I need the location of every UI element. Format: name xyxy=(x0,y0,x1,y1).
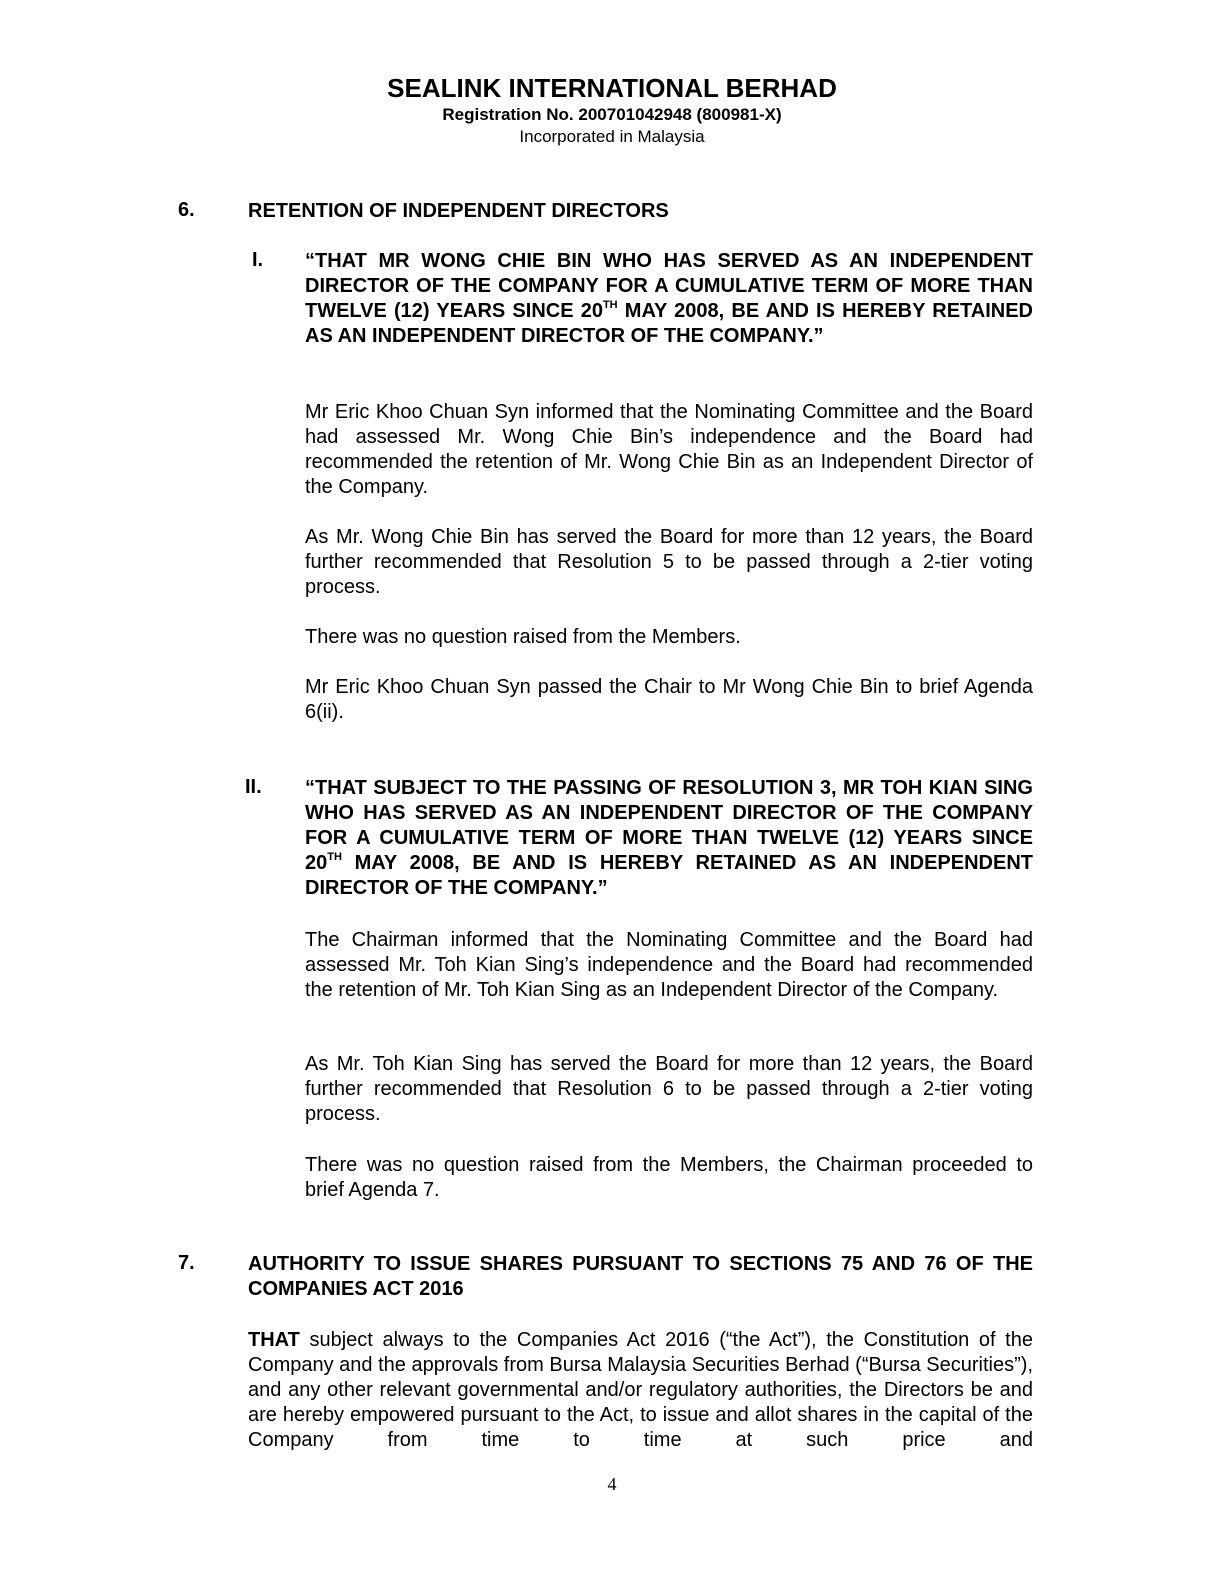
item-2-resolution xyxy=(305,776,1033,901)
section-7-lead: THAT xyxy=(248,1329,300,1351)
incorporation-note: Incorporated in Malaysia xyxy=(519,127,705,146)
item-1-resolution-text-b: MAY 2008, BE AND IS HEREBY RETAINED AS AN INDEPENDENT DIRECTOR OF THE COMPANY.” xyxy=(305,300,1033,347)
item-2-resolution-text-b: MAY 2008, BE AND IS HEREBY RETAINED AS AN INDEPENDENT DIRECTOR OF THE COMPANY.” xyxy=(305,852,1033,899)
section-7-title: AUTHORITY TO ISSUE SHARES PURSUANT TO SECTIONS 75 AND 76 OF THE COMPANIES ACT 2016 xyxy=(248,1253,1033,1300)
letterhead xyxy=(38,72,1186,148)
item-1-paragraph-2: As Mr. Wong Chie Bin has served the Board for more than 12 years, the Board further recommended that Resolution 5 to be passed through a 2-tier voting process. xyxy=(305,526,1033,598)
item-2-paragraph-1: The Chairman informed that the Nominating Committee and the Board had assessed Mr. Toh Kian Sing’s independence and the Board had recommended the retention of Mr. Toh Kian Sing as an Independent Director of the Company. xyxy=(305,929,1033,1001)
item-2-resolution-text-a: “THAT SUBJECT TO THE PASSING OF RESOLUTION 3, MR TOH KIAN SING WHO HAS SERVED AS AN INDEPENDENT DIRECTOR OF THE COMPANY FOR A CUMULATIVE TERM OF MORE THAN TWELVE (12) YEARS SINCE 20 xyxy=(305,777,1033,874)
item-1-paragraph-1: Mr Eric Khoo Chuan Syn informed that the Nominating Committee and the Board had assessed Mr. Wong Chie Bin’s independence and the Board had recommended the retention of Mr. Wong Chie Bin as an Independent Director of the Company. xyxy=(305,401,1033,498)
item-1-resolution xyxy=(305,249,1033,349)
item-2-paragraph-2: As Mr. Toh Kian Sing has served the Board for more than 12 years, the Board further recommended that Resolution 6 to be passed through a 2-tier voting process. xyxy=(305,1053,1033,1125)
item-2-paragraph-3: There was no question raised from the Members, the Chairman proceeded to brief Agenda 7. xyxy=(305,1154,1033,1201)
registration-number: Registration No. 200701042948 (800981-X) xyxy=(442,105,782,124)
company-name: SEALINK INTERNATIONAL BERHAD xyxy=(387,73,837,103)
section-7-number: 7. xyxy=(178,1252,195,1274)
page-number: 4 xyxy=(607,1474,617,1494)
section-7-body xyxy=(248,1328,1033,1453)
item-1-resolution-sup: TH xyxy=(602,299,618,311)
item-2-resolution-sup: TH xyxy=(327,851,342,863)
item-2-number: II. xyxy=(245,776,262,798)
item-1-number: I. xyxy=(252,249,264,271)
section-6-number: 6. xyxy=(178,199,195,221)
section-6-title: RETENTION OF INDEPENDENT DIRECTORS xyxy=(248,200,669,222)
item-1-resolution-text-a: “THAT MR WONG CHIE BIN WHO HAS SERVED AS AN INDEPENDENT DIRECTOR OF THE COMPANY FOR A CUMULATIVE TERM OF MORE THAN TWELVE (12) YEARS SINCE 20 xyxy=(305,250,1033,322)
section-7-body-text: subject always to the Companies Act 2016 (“the Act”), the Constitution of the Company and the approvals from Bursa Malaysia Securities Berhad (“Bursa Securities”), and any other relevant governmental and/or regulatory authorities, the Directors be and are hereby empowered pursuant to the Act, to issue and allot shares in the capital of the Company from time to time at such price and xyxy=(248,1329,1033,1451)
item-1-paragraph-3: There was no question raised from the Members. xyxy=(305,626,741,648)
item-1-paragraph-4: Mr Eric Khoo Chuan Syn passed the Chair to Mr Wong Chie Bin to brief Agenda 6(ii). xyxy=(305,676,1033,723)
